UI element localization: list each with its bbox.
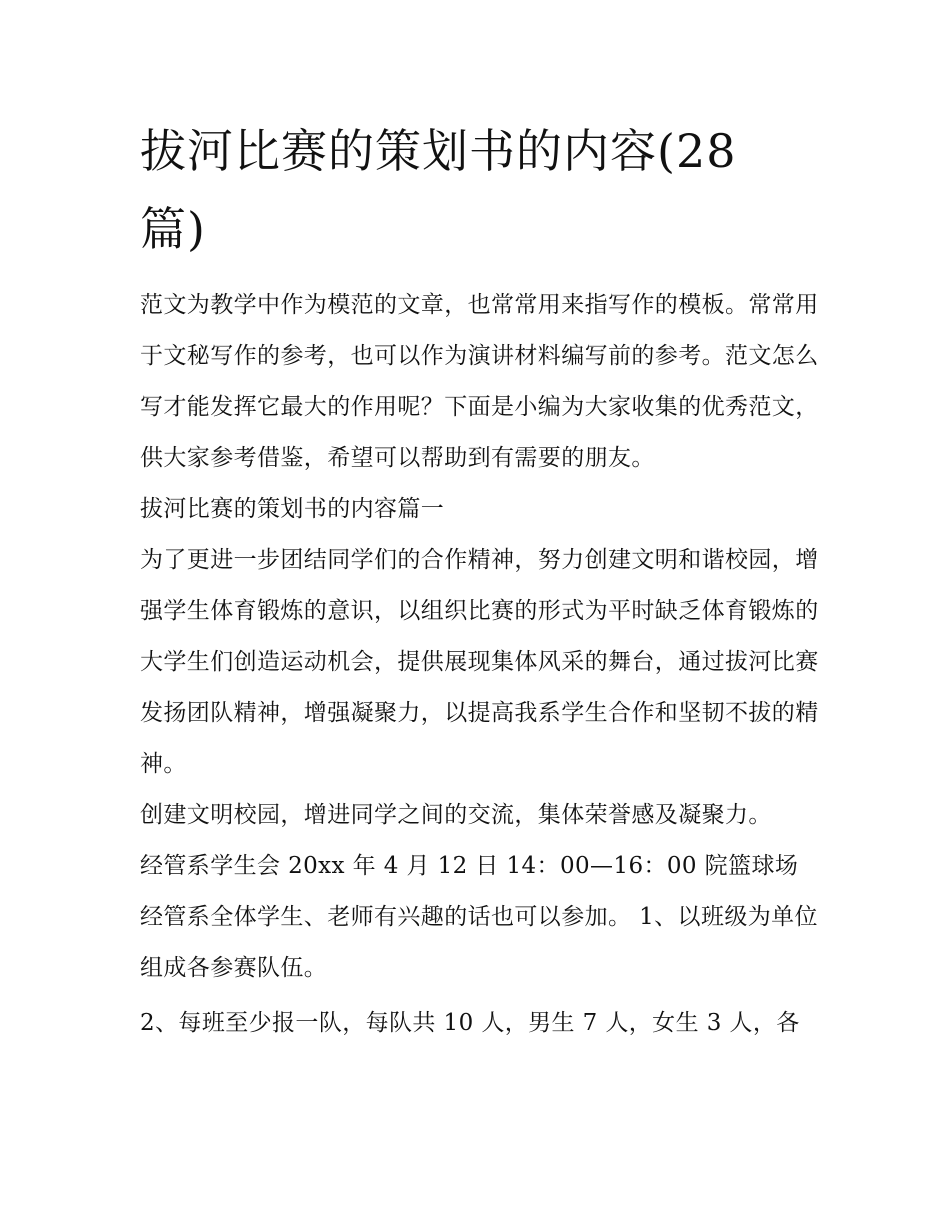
document-body (140, 280, 820, 1049)
theme-paragraph: 创建文明校园，增进同学之间的交流，集体荣誉感及凝聚力。 (140, 802, 772, 828)
document-title (140, 112, 820, 268)
title-line-2: 篇) (140, 202, 206, 256)
rules-paragraph: 2、每班至少报一队，每队共 10 人，男生 7 人，女生 3 人，各 (140, 1010, 800, 1036)
purpose-paragraph: 为了更进一步团结同学们的合作精神，努力创建文明和谐校园，增强学生体育锻炼的意识，以组织比赛的形式为平时缺乏体育锻炼的大学生们创造运动机会，提供展现集体风采的舞台，通过拔河比赛发扬团队精神，增强凝聚力，以提高我系学生合作和坚韧不拔的精神。 (140, 547, 819, 777)
participants-paragraph: 经管系全体学生、老师有兴趣的话也可以参加。 1、以班级为单位组成各参赛队伍。 (140, 904, 818, 981)
title-text: 拔河比赛的策划书的内容(28 (140, 124, 737, 178)
time-location-paragraph: 经管系学生会 20xx 年 4 月 12 日 14：00—16：00 院篮球场 (140, 853, 799, 879)
intro-paragraph: 范文为教学中作为模范的文章，也常常用来指写作的模板。常常用于文秘写作的参考，也可以作为演讲材料编写前的参考。范文怎么写才能发挥它最大的作用呢？下面是小编为大家收集的优秀范文，供大家参考借鉴，希望可以帮助到有需要的朋友。 (140, 292, 819, 471)
section-heading: 拔河比赛的策划书的内容篇一 (140, 496, 445, 522)
